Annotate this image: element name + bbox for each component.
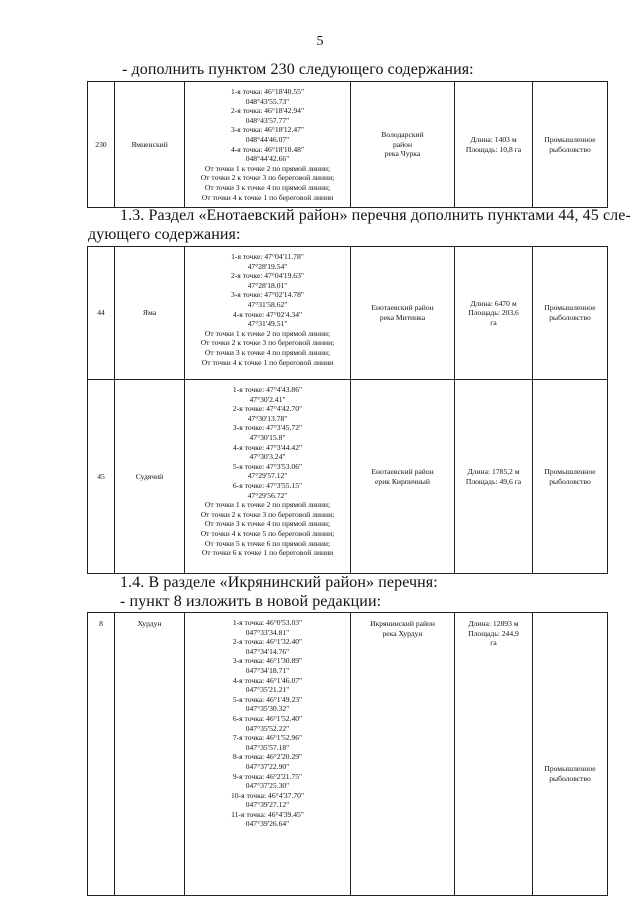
cell-coordinates-line: 048°44'46.07" — [245, 134, 290, 144]
cell-size-line: га — [490, 317, 497, 327]
cell-coordinates-line: От точки 1 к точке 2 по прямой линии; — [204, 328, 331, 338]
cell-coordinates-line: От точки 4 к точке 1 по береговой линии — [201, 192, 334, 202]
cell-number: 44 — [88, 247, 115, 380]
cell-coordinates-line: От точки 4 к точке 5 по береговой линии; — [200, 528, 335, 538]
cell-coordinates-line: 048°44'42.66" — [245, 154, 290, 164]
cell-coordinates-line: 47°30'15.8" — [249, 432, 286, 442]
cell-site-name: Судячий — [115, 380, 185, 574]
cell-coordinates-line: 4-я точка: 46°18'10.48" — [230, 144, 305, 154]
cell-site-name: Яма — [115, 247, 185, 380]
cell-coordinates-line: 2-я точке: 47°04'19.63" — [230, 271, 304, 281]
cell-location-line: река Чурка — [384, 149, 421, 159]
cell-location — [351, 380, 455, 574]
cell-location-line: река Митинка — [379, 313, 426, 322]
cell-location-line: район — [392, 139, 413, 149]
cell-coordinates-line: 3-я точка: 46°18'12.47" — [230, 125, 305, 135]
cell-coordinates-line: От точки 5 к точке 6 по прямой линии; — [204, 538, 331, 548]
cell-size-line: Длина: 1403 м — [470, 134, 517, 144]
paragraph-section-1-3: 1.3. Раздел «Енотаевский район» перечня дополнить пунктами 44, 45 сле- — [120, 207, 631, 224]
paragraph-section-1-3-continued: дующего содержания: — [88, 226, 241, 243]
cell-coordinates-line: От точки 1 к точке 2 по прямой линии; — [204, 163, 331, 173]
table-body — [88, 247, 608, 574]
cell-purpose-line: рыболовство — [549, 144, 591, 154]
cell-size-line: Длина: 12893 м — [468, 619, 519, 628]
cell-location-line: Енотаевский район — [371, 303, 434, 313]
cell-location-line: ерик Кирпичный — [375, 476, 430, 486]
cell-coordinates-line: От точки 4 к точке 1 по береговой линии — [201, 357, 334, 367]
cell-purpose — [533, 247, 608, 380]
cell-site-name: Ямненский — [115, 82, 185, 208]
cell-size-line: Площадь: 10,8 га — [465, 144, 522, 154]
cell-coordinates-line: 3-я точке: 47°02'14.78" — [230, 290, 304, 300]
cell-number: 8 — [88, 613, 115, 896]
cell-size-line: Площадь: 203,6 — [468, 308, 519, 318]
cell-purpose — [533, 613, 608, 896]
cell-location-line: река Хурдун — [382, 628, 423, 638]
cell-coordinates-line: 9-я точка: 46°2'21.75" — [232, 771, 303, 781]
cell-size-line: Площадь: 244,9 — [468, 628, 519, 638]
cell-coordinates-line: 047°34'18.71" — [245, 665, 290, 675]
cell-coordinates-line: От точки 1 к точке 2 по прямой линии; — [204, 500, 331, 510]
cell-coordinates-line: 47°31'58.62" — [247, 299, 288, 309]
table-volodarsky — [87, 81, 608, 208]
table-enotaevsky — [87, 246, 608, 574]
cell-coordinates-line: 2-я точка: 46°18'42.94" — [230, 106, 305, 116]
cell-size — [455, 82, 533, 208]
paragraph-section-1-4: 1.4. В разделе «Икрянинский район» перечня: — [120, 574, 438, 591]
cell-coordinates — [185, 613, 351, 896]
cell-location — [351, 82, 455, 208]
cell-purpose — [533, 82, 608, 208]
cell-coordinates-line: 1-я точка: 46°0'53.03" — [232, 618, 303, 627]
cell-coordinates-line: 47°29'57.12" — [247, 471, 288, 481]
cell-purpose-line: рыболовство — [549, 476, 591, 486]
cell-purpose — [533, 380, 608, 574]
cell-coordinates-line: 047°35'30.32" — [245, 704, 290, 714]
cell-size-line: Площадь: 49,6 га — [465, 476, 522, 486]
cell-location — [351, 247, 455, 380]
cell-coordinates-line: 047°39'27.12" — [245, 800, 290, 810]
cell-coordinates-line: 5-я точка: 46°1'49.23" — [232, 694, 303, 704]
cell-purpose-line: Промышленное — [544, 134, 596, 144]
cell-coordinates-line: 6-я точке: 47°3'55.15" — [232, 480, 303, 490]
cell-coordinates-line: 10-я точка: 46°4'37.70" — [230, 790, 305, 800]
cell-coordinates-line: От точки 6 к точке 1 по береговой линии — [201, 548, 334, 558]
table-ikryaninsky — [87, 612, 608, 896]
cell-coordinates-line: 3-я точке: 47°3'45.72" — [232, 423, 303, 433]
cell-coordinates-line: 47°31'49.51" — [247, 319, 288, 329]
cell-coordinates-line: 47°30'13.78" — [247, 413, 288, 423]
table-body — [88, 82, 608, 208]
cell-coordinates-line: 1-я точке: 47°04'11.78" — [231, 252, 304, 261]
cell-size — [455, 247, 533, 380]
cell-coordinates-line: От точки 2 к точке 3 по береговой линии; — [200, 173, 335, 183]
cell-size-line: Длина: 1785,2 м — [467, 466, 520, 476]
cell-coordinates-line: 047°34'14.76" — [245, 646, 290, 656]
cell-size-line: га — [490, 638, 497, 648]
paragraph-item-8-new-edition: - пункт 8 изложить в новой редакции: — [120, 593, 382, 610]
table-row — [88, 82, 608, 208]
page-number: 5 — [316, 34, 324, 49]
cell-number: 230 — [88, 82, 115, 208]
cell-coordinates-line: 1-я точке: 47°4'43.86" — [232, 385, 303, 394]
cell-coordinates-line: От точки 2 к точке 3 по береговой линии; — [200, 338, 335, 348]
cell-coordinates-line: 47°28'19.54" — [247, 261, 288, 271]
cell-coordinates-line: От точки 3 к точке 4 по прямой линии; — [204, 347, 331, 357]
cell-coordinates-line: 4-я точке: 47°02'4.34" — [232, 309, 303, 319]
cell-coordinates-line: От точки 3 к точке 4 по прямой линии; — [204, 519, 331, 529]
cell-purpose-line: рыболовство — [549, 313, 591, 322]
cell-coordinates-line: 047°37'25.30" — [245, 781, 290, 791]
cell-purpose-line: Промышленное — [544, 303, 596, 313]
cell-coordinates-line: 2-я точка: 46°1'32.40" — [232, 637, 303, 647]
cell-location-line: Икрянинский район — [370, 619, 435, 628]
cell-number: 45 — [88, 380, 115, 574]
cell-coordinates-line: 1-я точка: 46°18'40.55" — [230, 87, 305, 96]
cell-coordinates-line: 3-я точка: 46°1'30.89" — [232, 656, 303, 666]
cell-coordinates-line: 048°43'55.73" — [245, 96, 290, 106]
cell-coordinates-line: 2-я точке: 47°4'42.70" — [232, 404, 303, 414]
cell-coordinates — [185, 380, 351, 574]
cell-coordinates-line: 47°30'3.24" — [249, 452, 286, 462]
cell-coordinates-line: 47°30'2.41" — [249, 394, 286, 404]
cell-coordinates-line: 11-я точка: 46°4'39.45" — [231, 809, 304, 819]
cell-coordinates-line: 047°35'57.18" — [245, 742, 290, 752]
cell-coordinates-line: От точки 2 к точке 3 по береговой линии; — [200, 509, 335, 519]
cell-coordinates-line: 4-я точке: 47°3'44.42" — [232, 442, 303, 452]
cell-coordinates-line: 4-я точка: 46°1'46.07" — [232, 675, 303, 685]
cell-size — [455, 380, 533, 574]
table-row — [88, 247, 608, 380]
table-body — [88, 613, 608, 896]
cell-coordinates-line: 47°28'18.01" — [247, 280, 288, 290]
cell-size — [455, 613, 533, 896]
cell-location-line: Енотаевский район — [371, 466, 434, 476]
cell-site-name: Хурдун — [115, 613, 185, 896]
paragraph-add-item-230: - дополнить пунктом 230 следующего содержания: — [122, 61, 474, 78]
cell-size-line: Длина: 6470 м — [470, 298, 517, 308]
table-row — [88, 613, 608, 896]
cell-coordinates-line: 048°43'57.77" — [245, 115, 290, 125]
cell-location-line: Володарский — [381, 130, 424, 140]
cell-coordinates-line: 6-я точка: 46°1'52.40" — [232, 713, 303, 723]
cell-purpose-line: Промышленное — [544, 764, 596, 774]
cell-coordinates-line: 047°37'22.90" — [245, 761, 290, 771]
cell-coordinates — [185, 247, 351, 380]
cell-location — [351, 613, 455, 896]
cell-coordinates-line: 8-я точка: 46°2'20.29" — [232, 752, 303, 762]
cell-purpose-line: рыболовство — [549, 774, 591, 783]
cell-purpose-line: Промышленное — [544, 466, 596, 476]
table-row — [88, 380, 608, 574]
cell-coordinates-line: 047°35'52.22" — [245, 723, 290, 733]
cell-coordinates-line: 47°29'56.72" — [247, 490, 288, 500]
cell-coordinates-line: 5-я точке: 47°3'53.06" — [232, 461, 303, 471]
cell-coordinates-line: От точки 3 к точке 4 по прямой линии; — [204, 182, 331, 192]
cell-coordinates-line: 7-я точка: 46°1'52.96" — [232, 733, 303, 743]
cell-coordinates — [185, 82, 351, 208]
cell-coordinates-line: 047°35'21.21" — [245, 685, 290, 695]
cell-coordinates-line: 047°39'26.64" — [245, 819, 290, 829]
cell-coordinates-line: 047°33'34.81" — [245, 627, 290, 637]
